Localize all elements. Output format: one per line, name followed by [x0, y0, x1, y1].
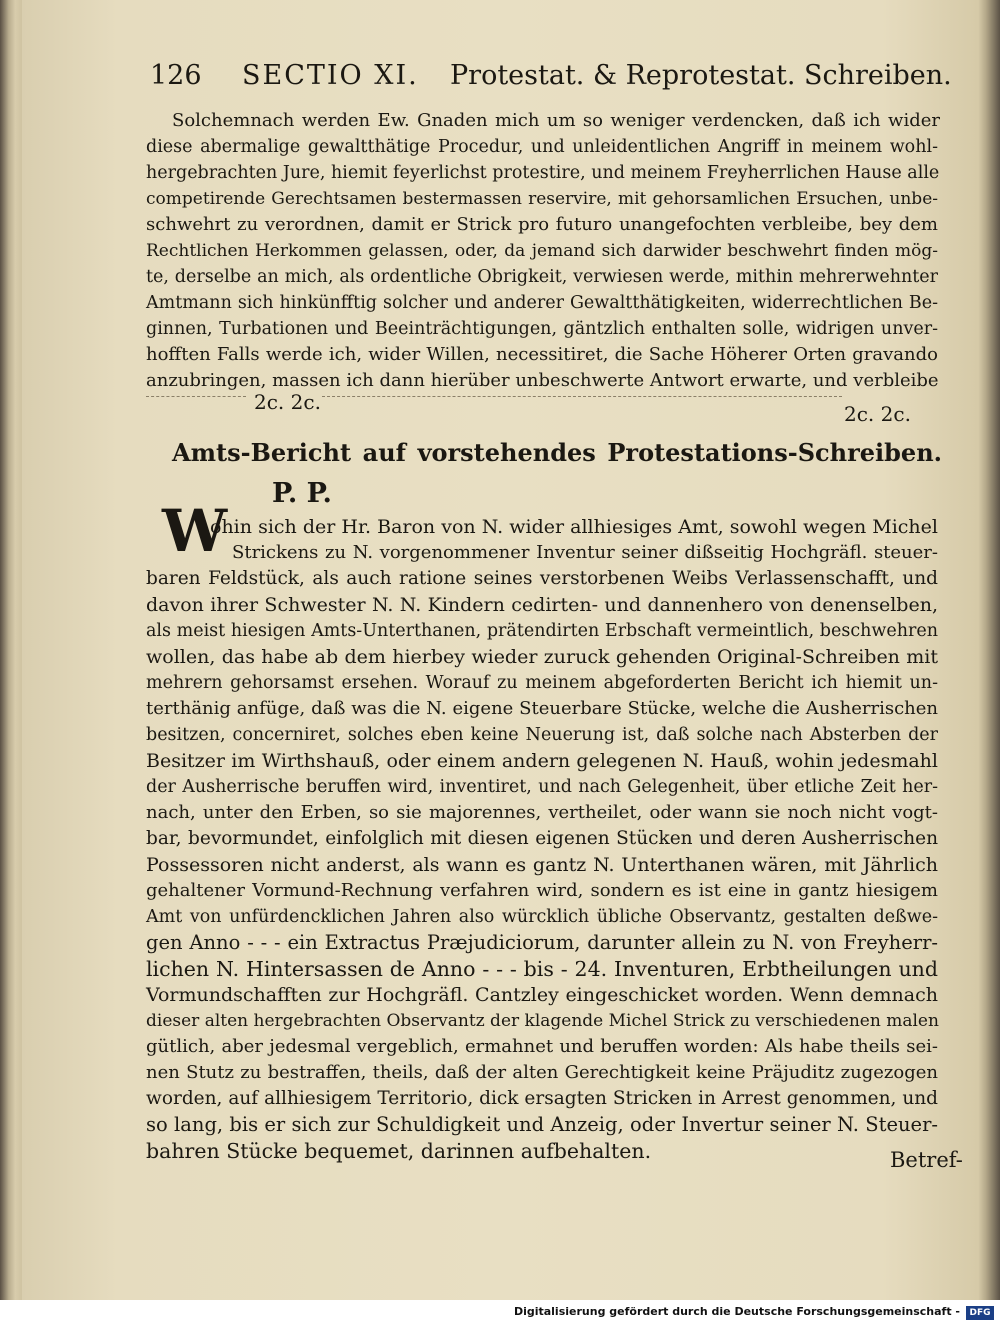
text-line: Vormundschafften zur Hochgräfl. Cantzley eingeschicket worden. Wenn demnach [146, 984, 938, 1006]
text-line: competirende Gerechtsamen bestermassen reservire, mit gehorsamlichen Ersuchen, unbe- [146, 189, 938, 209]
text-line: gen Anno - - - ein Extractus Præjudiciorum, darunter allein zu N. von Freyherr- [146, 931, 938, 954]
text-line: davon ihrer Schwester N. N. Kindern cedirten- und dannenhero von denenselben, [146, 594, 938, 616]
page-number: 126 [150, 60, 202, 91]
text-line: als meist hiesigen Amts-Unterthanen, prätendirten Erbschaft vermeintlich, beschwehren [146, 621, 938, 641]
closing-etc-left: 2c. 2c. [254, 390, 321, 414]
text-line: lichen N. Hintersassen de Anno - - - bis - 24. Inventuren, Erbtheilungen und [146, 957, 938, 981]
text-line: te, derselbe an mich, als ordentliche Obrigkeit, verwiesen werde, mithin mehrerwehnter [146, 267, 938, 287]
text-line: dieser alten hergebrachten Observantz der klagende Michel Strick zu verschiedenen malen [146, 1011, 939, 1031]
text-line: so lang, bis er sich zur Schuldigkeit und Anzeig, oder Invertur seiner N. Steuer- [146, 1113, 938, 1136]
show-through-rule [146, 396, 246, 397]
text-line: nach, unter den Erben, so sie majorennes, vertheilet, oder wann sie noch nicht vogt- [146, 802, 938, 823]
text-line: Rechtlichen Herkommen gelassen, oder, da jemand sich darwider beschwehrt finden mög- [146, 241, 938, 261]
text-line: anzubringen, massen ich dann hierüber unbeschwerte Antwort erwarte, und verbleibe [146, 370, 939, 391]
text-line: Amtmann sich hinkünfftig solcher und anderer Gewaltthätigkeiten, widerrechtlichen Be- [146, 293, 938, 313]
text-line: gütlich, aber jedesmal vergeblich, ermahnet und beruffen worden: Als habe theils sei- [146, 1036, 938, 1057]
text-line: nen Stutz zu bestraffen, theils, daß der alten Gerechtigkeit keine Präjuditz zugezogen [146, 1062, 938, 1083]
text-line: ginnen, Turbationen und Beeinträchtigungen, gäntzlich enthalten solle, widrigen unver- [146, 319, 938, 339]
text-line: Possessoren nicht anderst, als wann es gantz N. Unterthanen wären, mit Jährlich [146, 854, 938, 876]
drop-initial: W [162, 497, 228, 565]
dfg-logo-icon: DFG [966, 1306, 994, 1320]
text-line: worden, auf allhiesigem Territorio, dick ersagten Stricken in Arrest genommen, und [146, 1088, 938, 1109]
text-line: bahren Stücke bequemet, darinnen aufbehalten. [146, 1139, 652, 1163]
book-gutter [0, 0, 22, 1300]
report-title: Amts-Bericht auf vorstehendes Protestations-Schreiben. [172, 438, 942, 467]
text-line: der Ausherrische beruffen wird, inventiret, und nach Gelegenheit, über etliche Zeit her- [146, 777, 938, 797]
text-line: bar, bevormundet, einfolglich mit diesen eigenen Stücken und deren Ausherrischen [146, 828, 938, 849]
book-page [22, 0, 978, 1300]
page-header [150, 58, 970, 98]
text-line: diese abermalige gewaltthätige Procedur, und unleidentlichen Angriff in meinem wohl- [146, 137, 938, 157]
text-line: mehrern gehorsamst ersehen. Worauf zu meinem abgeforderten Bericht ich hiemit un- [146, 673, 938, 693]
show-through-rule [322, 396, 842, 397]
text-line: terthänig anfüge, daß was die N. eigene Steuerbare Stücke, welche die Ausherrischen [146, 698, 938, 719]
text-line: wollen, das habe ab dem hierbey wieder zuruck gehenden Original-Schreiben mit [146, 646, 938, 668]
digitization-footer [0, 1300, 1000, 1326]
section-title: SECTIO XI. [242, 60, 419, 91]
footer-credit: Digitalisierung gefördert durch die Deutsche Forschungsgemeinschaft - [513, 1305, 960, 1318]
catchword: Betref- [890, 1148, 963, 1172]
text-line: hofften Falls werde ich, wider Willen, necessitiret, die Sache Höherer Orten gravando [146, 344, 938, 365]
text-line: Besitzer im Wirthshauß, oder einem andern gelegenen N. Hauß, wohin jedesmahl [146, 750, 938, 772]
text-line: gehaltener Vormund-Rechnung verfahren wird, sondern es ist eine in gantz hiesigem [146, 880, 938, 901]
text-line: Amt von unfürdencklichen Jahren also würcklich übliche Observantz, gestalten deßwe- [146, 907, 938, 927]
text-line: schwehrt zu verordnen, damit er Strick pro futuro unangefochten verbleibe, bey dem [146, 214, 938, 235]
text-line: Strickens zu N. vorgenommener Inventur seiner dißseitig Hochgräfl. steuer- [232, 542, 938, 563]
text-line: baren Feldstück, als auch ratione seines verstorbenen Weibs Verlassenschafft, und [146, 568, 938, 589]
page-edge [978, 0, 1000, 1300]
text-line: besitzen, concerniret, solches eben keine Neuerung ist, daß solche nach Absterben der [146, 725, 938, 745]
running-title: Protestat. & Reprotestat. Schreiben. [450, 60, 952, 91]
text-line: hergebrachten Jure, hiemit feyerlichst protestire, und meinem Freyherrlichen Hause alle [146, 163, 940, 183]
closing-etc-right: 2c. 2c. [844, 402, 911, 426]
text-line: Solchemnach werden Ew. Gnaden mich um so weniger verdencken, daß ich wider [172, 110, 940, 131]
salutation: P. P. [272, 478, 332, 509]
text-line: ohin sich der Hr. Baron von N. wider allhiesiges Amt, sowohl wegen Michel [210, 516, 938, 538]
